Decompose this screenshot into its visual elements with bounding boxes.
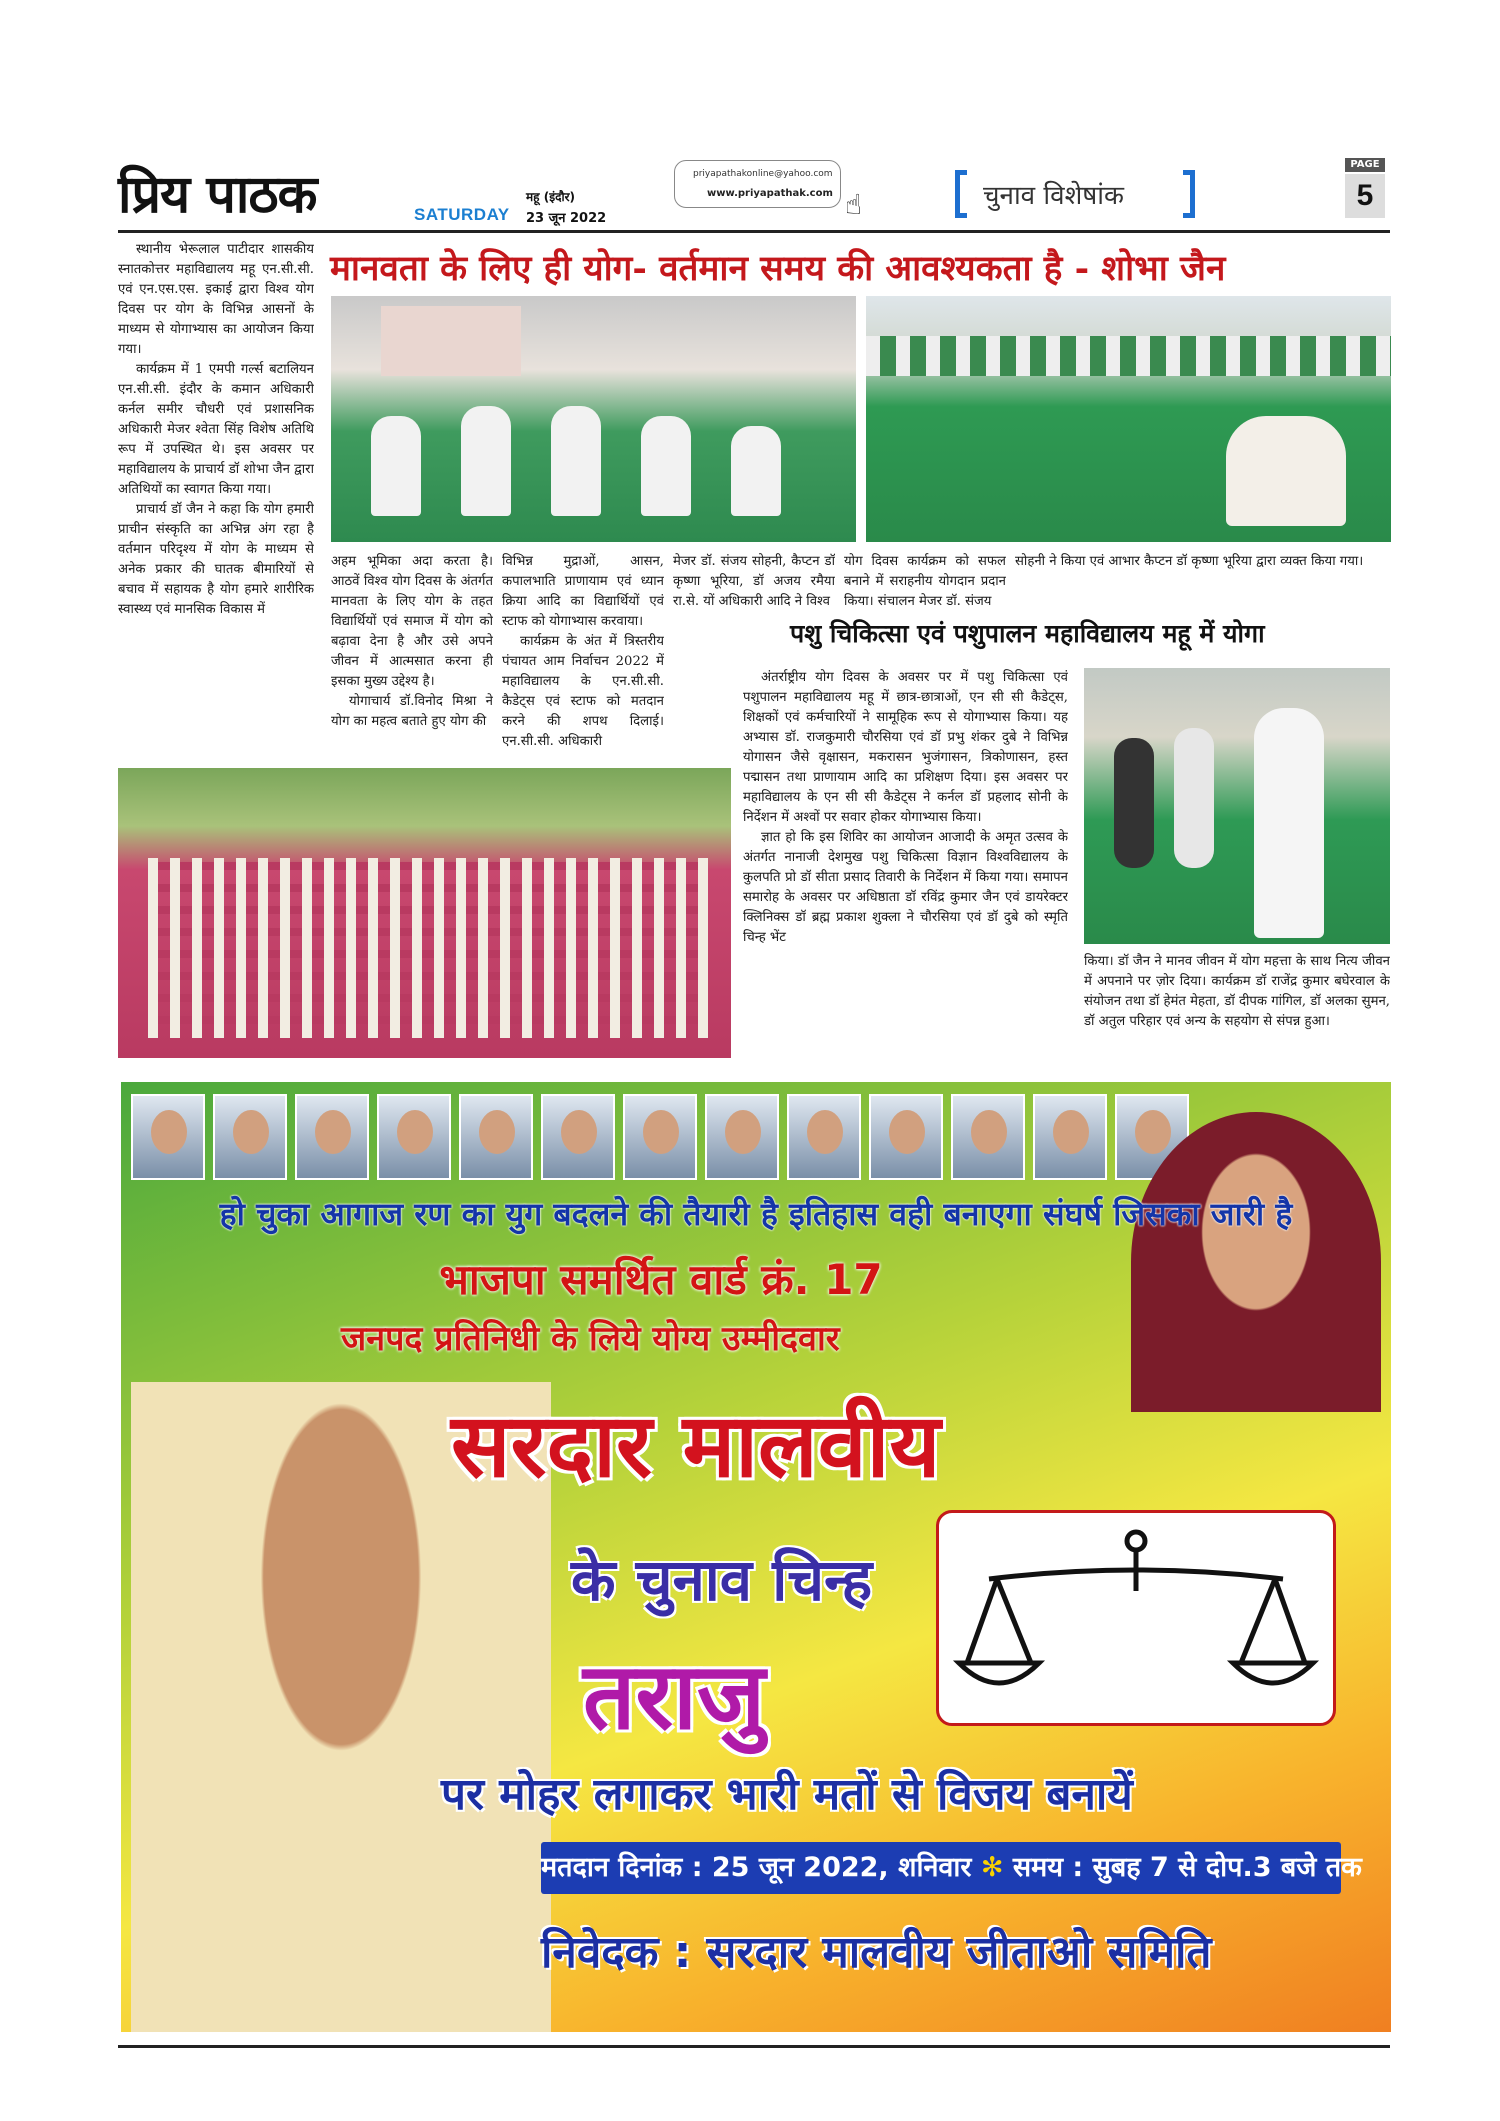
special-edition-label [955,170,1195,218]
paragraph: कार्यक्रम के अंत में त्रिस्तरीय पंचायत आम निर्वाचन 2022 में महाविद्यालय के एन.सी.सी. कैडेट्स एवं स्टाफ को मतदान करने की शपथ दिलाई। एन.सी.सी. अधिकारी [502,634,664,749]
masthead-day: SATURDAY [414,205,510,224]
leader-photo [213,1094,287,1180]
leader-photo [705,1094,779,1180]
yoga-photo-vet-college [1084,668,1390,944]
ad-candidate-line: जनपद प्रतिनिधी के लिये योग्य उम्मीदवार [341,1319,840,1359]
paragraph: कार्यक्रम में 1 एमपी गर्ल्स बटालियन एन.सी.सी. इंदौर के कमान अधिकारी कर्नल समीर चौधरी एवं प्रशासनिक अधिकारी मेजर श्वेता सिंह विशेष अतिथि रूप में उपस्थित थे। इस अवसर पर महाविद्यालय के प्राचार्य डॉ शोभा जैन द्वारा अतिथियों का स्वागत किया गया। [118,362,314,497]
paragraph: ज्ञात हो कि इस शिविर का आयोजन आजादी के अमृत उत्सव के अंतर्गत नानाजी देशमुख पशु चिकित्सा विज्ञान विश्वविद्यालय के कुलपति प्रो डॉ सीता प्रसाद तिवारी के निर्देशन में किया गया। समापन समारोह के अवसर पर अधिष्ठाता डॉ रविंद्र कुमार जैन एवं डायरेक्टर क्लिनिक्स डॉ ब्रह्म प्रकाश शुक्ला ने चौरसिया एवं डॉ दुबे को स्मृति चिन्ह भेंट [743,830,1068,945]
article1-col6 [1015,552,1390,614]
star-icon: ✻ [980,1852,1004,1883]
pointer-hand-icon: ☝ [845,188,863,221]
page-number: 5 [1345,174,1385,218]
article2-col1 [743,668,1068,1058]
candidate-name: सरदार मालवीय [451,1394,941,1497]
paragraph: अंतर्राष्ट्रीय योग दिवस के अवसर पर में पशु चिकित्सा एवं पशुपालन महाविद्यालय महू में छात्र-छात्राओं, एन सी सी कैडेट्स, शिक्षकों एवं कर्मचारियों ने सामूहिक रूप से योगाभ्यास किया। यह अभ्यास डॉ. राजकुमारी चौरसिया एवं डॉ प्रभु शंकर दुबे ने विभिन्न योगासन जैसे वृक्षासन, मकरासन भुजंगासन, त्रिकोणासन, हस्त पद्मासन तथा प्राणायाम आदि का प्रशिक्षण दिया। इस अवसर पर महाविद्यालय के एन सी सी कैडेट्स ने कर्नल डॉ प्रहलाद सोनी के निर्देशन में अश्वों पर सवार होकर योगाभ्यास किया। [743,670,1068,825]
bracket-left [955,170,967,218]
paragraph: योगाचार्य डॉ.विनोद मिश्रा ने योग का महत्व बताते हुए योग की [331,694,493,729]
person-shape [731,426,781,516]
footer-rule [118,2045,1390,2048]
election-symbol-name: तराजु [583,1643,766,1750]
paragraph: योग दिवस कार्यक्रम को सफल बनाने में सराहनीय योगदान प्रदान किया। संचालन मेजर डॉ. संजय [844,554,1006,609]
masthead-website[interactable]: www.priyapathak.com [707,188,833,199]
article2-headline: पशु चिकित्सा एवं पशुपालन महाविद्यालय महू में योगा [790,619,1265,648]
crowd-shape [866,336,1391,376]
ad-tagline: हो चुका आगाज रण का युग बदलने की तैयारी है इतिहास वही बनाएगा संघर्ष जिसका जारी है [219,1195,1293,1233]
polling-info-bar [541,1842,1362,1894]
leader-photo [623,1094,697,1180]
article1-col3 [502,552,664,754]
paragraph: अहम भूमिका अदा करता है। आठवें विश्व योग दिवस के अंतर्गत मानवता के लिए योग के तहत विद्यार्थियों एवं समाज में योग को बढ़ावा देना है और उसे अपने जीवन में आत्मसात करना ही इसका मुख्य उद्देश्य है। [331,554,493,689]
article2-col2 [1084,952,1390,1062]
person-shape [1114,738,1154,868]
ad-issuer: निवेदक : सरदार मालवीय जीताओ समिति [541,1927,1212,1978]
masthead-rule [118,230,1390,233]
banner-shape [381,306,521,376]
balance-scale-icon [939,1513,1333,1723]
person-shape [641,416,691,516]
bracket-right [1183,170,1195,218]
article1-col2 [331,552,493,754]
article1-headline: मानवता के लिए ही योग- वर्तमान समय की आवश्यकता है - शोभा जैन [330,248,1226,289]
masthead-date: 23 जून 2022 [526,211,607,226]
person-shape [1254,708,1324,938]
paragraph: किया। डॉ जैन ने मानव जीवन में योग महत्ता के साथ नित्य जीवन में अपनाने पर ज़ोर दिया। कार्यक्रम डॉ राजेंद्र कुमार बघेरवाल के संयोजन तथा डॉ हेमंत मेहता, डॉ दीपक गांगिल, डॉ अलका सुमन, डॉ अतुल परिहार एवं अन्य के सहयोग से संपन्न हुआ। [1084,954,1390,1029]
leader-photo [459,1094,533,1180]
leader-photo [131,1094,205,1180]
yoga-photo-college [331,296,856,542]
paragraph: विभिन्न मुद्राओं, आसन, कपालभाति प्राणायाम एवं ध्यान क्रिया आदि का विद्यार्थियों एवं स्टाफ को योगाभ्यास करवाया। [502,554,664,629]
polling-date: मतदान दिनांक : 25 जून 2022, शनिवार [541,1852,972,1883]
leader-photo [1033,1094,1107,1180]
page-number-box [1345,158,1385,224]
person-shape [1226,416,1346,526]
leader-photo [951,1094,1025,1180]
person-shape [1174,728,1214,868]
article1-col5 [844,552,1006,614]
masthead-email[interactable]: priyapathakonline@yahoo.com [693,169,833,179]
yoga-photo-ground [866,296,1391,542]
ad-ward: भाजपा समर्थित वार्ड क्रं. 17 [439,1255,883,1304]
masthead-place: महू (इंदौर) [526,190,575,204]
page-label: PAGE [1345,158,1385,172]
contact-box [674,160,841,208]
polling-time: समय : सुबह 7 से दोप.3 बजे तक [1012,1852,1362,1883]
scale-symbol-box [936,1510,1336,1726]
leader-photo [295,1094,369,1180]
election-advertisement [121,1082,1391,2032]
election-symbol-label: के चुनाव चिन्ह [571,1546,873,1614]
paragraph: प्राचार्य डॉ जैन ने कहा कि योग हमारी प्राचीन संस्कृति का अभिन्न अंग रहा है वर्तमान परिदृश्य में योग के माध्यम से अनेक प्रकार की घातक बीमारियों से बचाव में सहायक है योग हमारे शारीरिक स्वास्थ्य एवं मानसिक विकास में [118,502,314,617]
special-edition-text: चुनाव विशेषांक [983,181,1124,211]
leader-photo [377,1094,451,1180]
leader-photo [541,1094,615,1180]
crowd-shape [148,858,708,1038]
leader-photo [787,1094,861,1180]
person-shape [551,406,601,516]
paragraph: स्थानीय भेरूलाल पाटीदार शासकीय स्नातकोत्तर महाविद्यालय महू एन.सी.सी. एवं एन.एस.एस. इकाई द्वारा विश्व योग दिवस पर योग के विभिन्न आसनों के माध्यम से योगाभ्यास का आयोजन किया गया। [118,242,314,357]
article1-col4 [673,552,835,614]
article1-col1 [118,240,314,750]
paragraph: सोहनी ने किया एवं आभार कैप्टन डॉ कृष्णा भूरिया द्वारा व्यक्त किया गया। [1015,554,1364,569]
yoga-photo-mass-session [118,768,731,1058]
person-shape [461,406,511,516]
paragraph: मेजर डॉ. संजय सोहनी, कैप्टन डॉ कृष्णा भूरिया, डॉ अजय रमैया रा.से. यों अधिकारी आदि ने विश्व [673,554,835,609]
leader-photo [869,1094,943,1180]
ad-vote-line: पर मोहर लगाकर भारी मतों से विजय बनायें [441,1769,1133,1820]
masthead-logo: प्रिय पाठक [118,164,317,225]
person-shape [371,416,421,516]
